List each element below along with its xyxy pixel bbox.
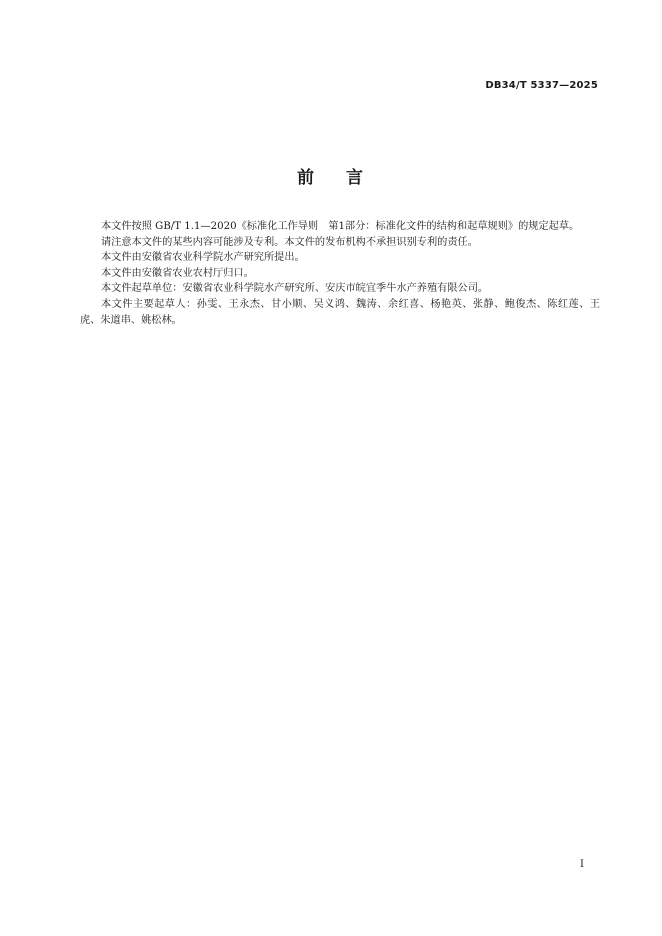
paragraph-drafting-units: 本文件起草单位：安徽省农业科学院水产研究所、安庆市皖宜季牛水产养殖有限公司。: [101, 283, 489, 295]
foreword-body: [80, 219, 600, 328]
page-number: I: [580, 859, 584, 870]
section-title-foreword: [0, 163, 662, 188]
paragraph-responsible-unit: 本文件由安徽省农业农村厅归口。: [101, 267, 254, 279]
paragraph-proposer: 本文件由安徽省农业科学院水产研究所提出。: [101, 252, 305, 264]
title-char-1: 前: [297, 168, 316, 188]
paragraph-standard-basis: 本文件按照 GB/T 1.1—2020《标准化工作导则 第1部分：标准化文件的结构和起草规则》的规定起草。: [101, 221, 580, 232]
document-code: DB34/T 5337—2025: [485, 80, 598, 91]
paragraph-drafters: 本文件主要起草人：孙雯、王永杰、甘小顺、吴义鸿、魏涛、余红喜、杨艳英、张静、鲍俊杰、陈红莲、王虎、朱道串、姚松林。: [80, 298, 600, 326]
title-char-2: 言: [346, 168, 365, 188]
paragraph-patent-notice: 请注意本文件的某些内容可能涉及专利。本文件的发布机构不承担识别专利的责任。: [101, 236, 478, 248]
